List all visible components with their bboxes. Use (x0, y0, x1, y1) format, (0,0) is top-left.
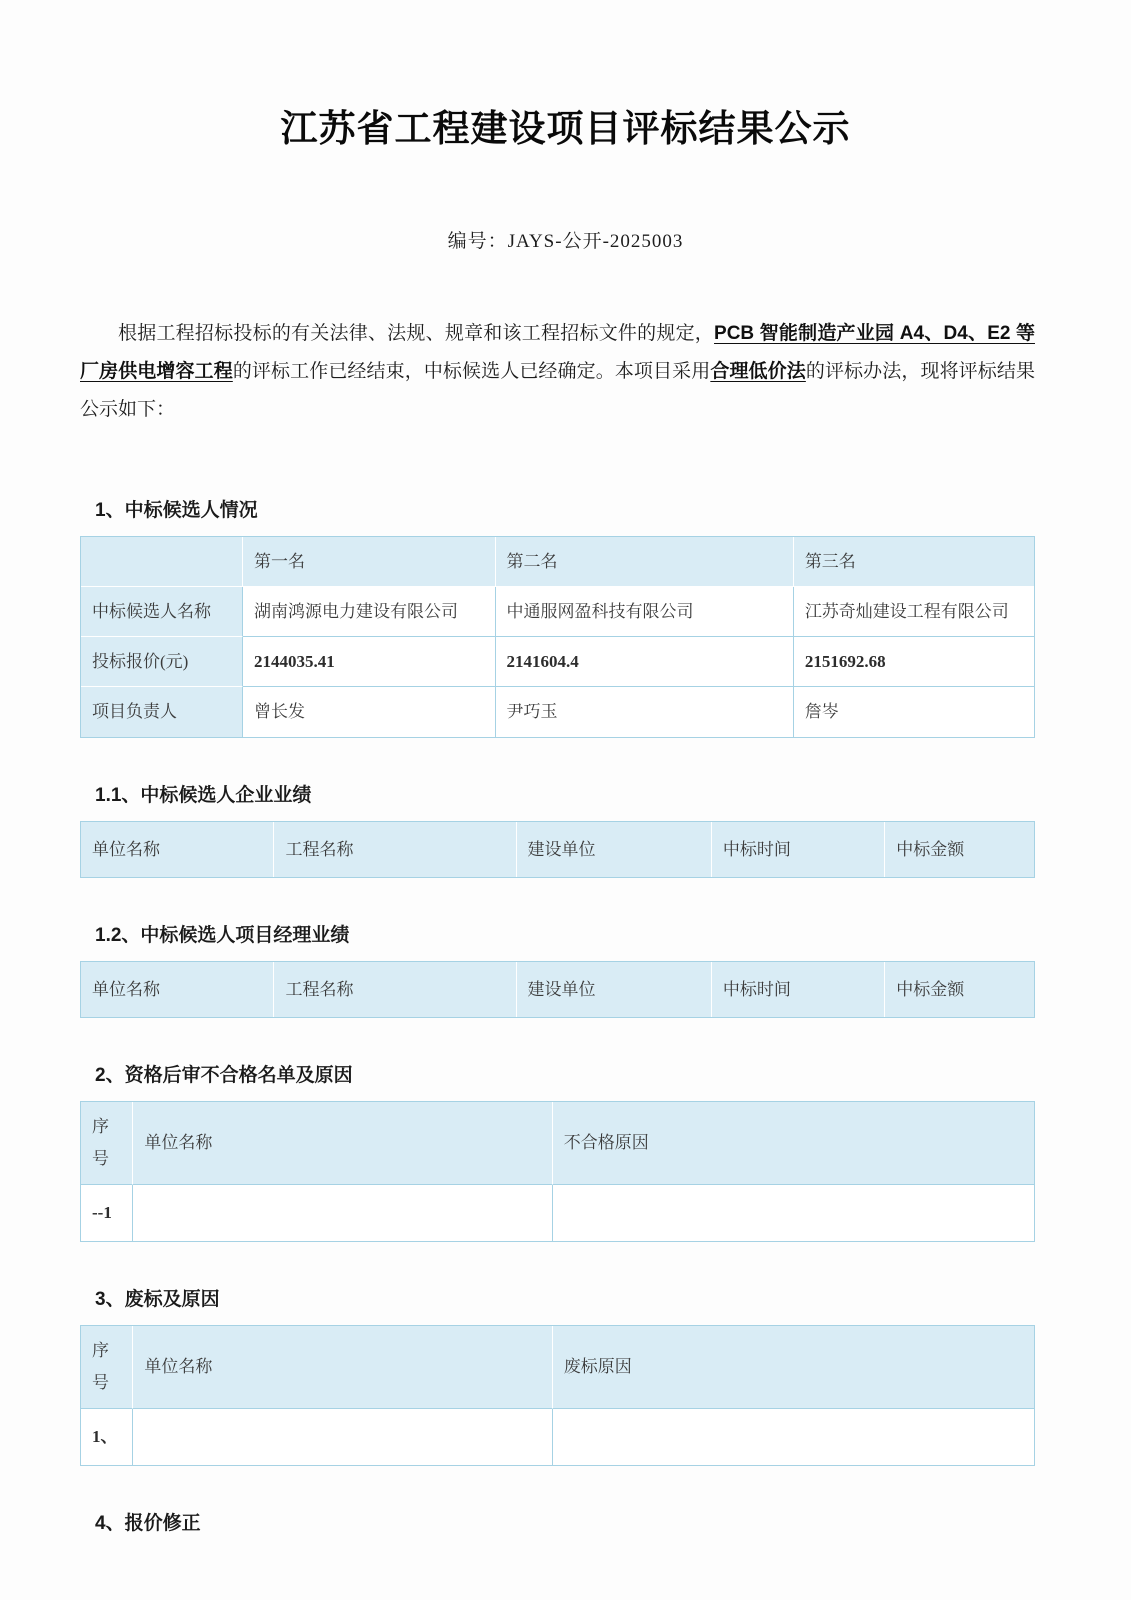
enterprise-performance-table (80, 821, 1035, 878)
construction-unit-header-cell: 建设单位 (517, 822, 712, 877)
table-cell: 中通服网盈科技有限公司 (496, 587, 794, 637)
candidates-table (80, 536, 1035, 738)
unit-name-header-cell: 单位名称 (81, 962, 274, 1017)
table-header-row (81, 822, 1034, 877)
table-header-row (81, 537, 1034, 587)
rank-1-header-cell: 第一名 (243, 537, 496, 587)
doc-number: 编号：JAYS-公开-2025003 (447, 231, 684, 252)
award-amount-header-cell: 中标金额 (885, 962, 1034, 1017)
unit-name-header-cell: 单位名称 (133, 1102, 552, 1185)
row-label-cell: 中标候选人名称 (81, 587, 243, 637)
table-header-row (81, 962, 1034, 1017)
row-label-cell: 投标报价(元) (81, 637, 243, 687)
intro-paragraph (80, 315, 1035, 429)
intro-text-lead: 根据工程招标投标的有关法律、法规、规章和该工程招标文件的规定， (118, 323, 715, 344)
unit-name-header-cell: 单位名称 (133, 1326, 552, 1409)
candidate-name-row (81, 587, 1034, 637)
serial-number-header-cell: 序号 (81, 1326, 133, 1409)
table-cell: 江苏奇灿建设工程有限公司 (794, 587, 1034, 637)
rejected-bids-table (80, 1325, 1035, 1466)
section-1-1-heading: 1.1、中标候选人企业业绩 (95, 785, 312, 806)
project-manager-row (81, 687, 1034, 737)
table-cell: 2151692.68 (794, 637, 1034, 687)
table-cell: 湖南鸿源电力建设有限公司 (243, 587, 496, 637)
project-name-header-cell: 工程名称 (274, 962, 516, 1017)
table-cell: 2144035.41 (243, 637, 496, 687)
award-time-header-cell: 中标时间 (712, 962, 885, 1017)
table-cell: 尹巧玉 (496, 687, 794, 737)
intro-text-tail: 的评标办法，现将评标结果公示如下： (80, 361, 1035, 420)
table-header-row (81, 1326, 1034, 1409)
serial-number-cell: 1、 (81, 1409, 133, 1465)
section-4-heading: 4、报价修正 (95, 1513, 201, 1534)
table-row (81, 1409, 1034, 1465)
evaluation-method-emphasis: 合理低价法 (710, 361, 806, 382)
reject-reason-header-cell: 废标原因 (553, 1326, 1034, 1409)
project-name-header-cell: 工程名称 (274, 822, 516, 877)
table-row (81, 1185, 1034, 1241)
section-2-heading: 2、资格后审不合格名单及原因 (95, 1065, 353, 1086)
intro-text-mid: 的评标工作已经结束，中标候选人已经确定。本项目采用 (232, 361, 711, 382)
corner-header-cell (81, 537, 243, 587)
rank-3-header-cell: 第三名 (794, 537, 1034, 587)
rank-2-header-cell: 第二名 (496, 537, 794, 587)
section-1-2-heading: 1.2、中标候选人项目经理业绩 (95, 925, 350, 946)
reject-reason-cell (553, 1409, 1034, 1465)
disqualified-list-table (80, 1101, 1035, 1242)
page-title: 江苏省工程建设项目评标结果公示 (280, 109, 851, 150)
serial-number-header-cell: 序号 (81, 1102, 133, 1185)
disqualify-reason-cell (553, 1185, 1034, 1241)
section-1-heading: 1、中标候选人情况 (95, 500, 258, 521)
unit-name-header-cell: 单位名称 (81, 822, 274, 877)
table-header-row (81, 1102, 1034, 1185)
unit-name-cell (133, 1409, 552, 1465)
project-name-emphasis: PCB 智能制造产业园 A4、D4、E2 等厂房供电增容工程 (80, 323, 1035, 382)
table-cell: 詹岑 (804, 702, 839, 722)
bid-price-row (81, 637, 1034, 687)
serial-number-cell: --1 (81, 1185, 133, 1241)
disqualify-reason-header-cell: 不合格原因 (553, 1102, 1034, 1185)
section-3-heading: 3、废标及原因 (95, 1289, 220, 1310)
award-amount-header-cell: 中标金额 (885, 822, 1034, 877)
manager-performance-table (80, 961, 1035, 1018)
row-label-cell: 项目负责人 (81, 687, 243, 737)
unit-name-cell (133, 1185, 552, 1241)
table-cell: 曾长发 (243, 687, 496, 737)
table-cell: 2141604.4 (496, 637, 794, 687)
award-time-header-cell: 中标时间 (712, 822, 885, 877)
construction-unit-header-cell: 建设单位 (517, 962, 712, 1017)
